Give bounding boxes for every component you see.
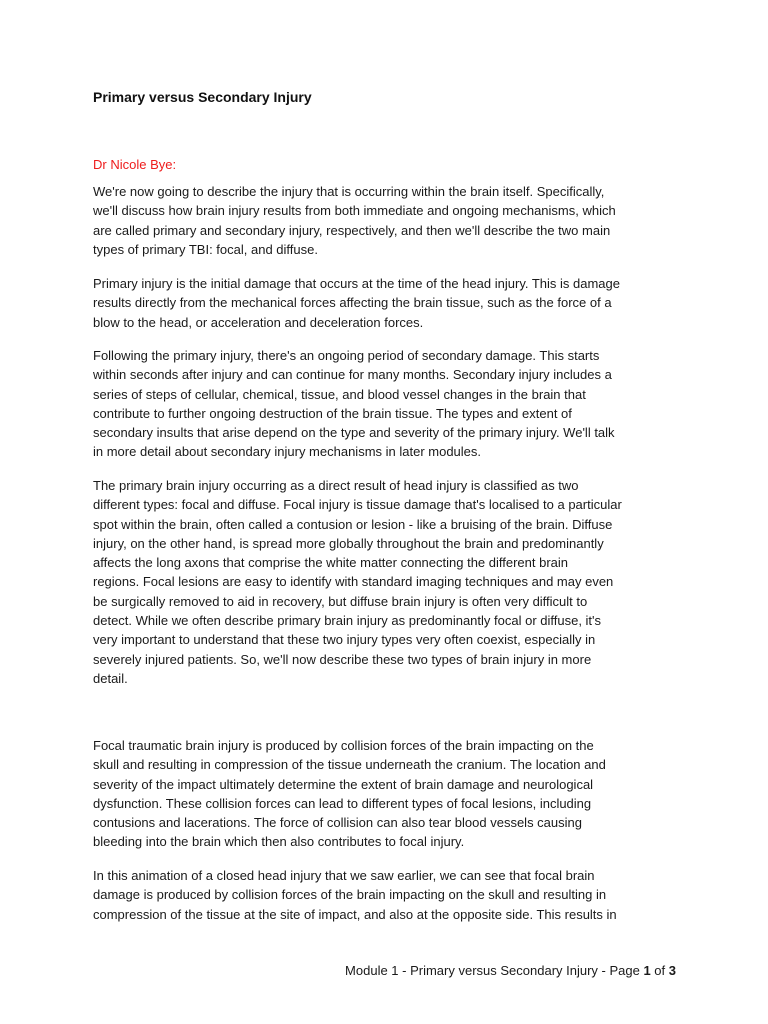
text-line: Primary injury is the initial damage that occurs at the time of the head injury. This is damage: [93, 276, 620, 291]
text-line: contusions and lacerations. The force of collision can also tear blood vessels causing: [93, 815, 582, 831]
footer-page-number: 1: [643, 963, 651, 978]
text-line: we'll discuss how brain injury results from both immediate and ongoing mechanisms, which: [93, 203, 616, 219]
text-line: series of steps of cellular, chemical, tissue, and blood vessel changes in the brain that: [93, 386, 586, 402]
text-line: be surgically removed to aid in recovery, but diffuse brain injury is often very difficult to: [93, 593, 588, 609]
text-line: In this animation of a closed head injury that we saw earlier, we can see that focal brain: [93, 868, 595, 883]
text-line: dysfunction. These collision forces can lead to different types of focal lesions, including: [93, 795, 592, 811]
paragraph-primary-injury: [93, 274, 683, 332]
text-line: Following the primary injury, there's an ongoing period of secondary damage. This starts: [93, 348, 600, 363]
text-line: We're now going to describe the injury that is occurring within the brain itself. Specifically,: [93, 184, 605, 199]
text-line: blow to the head, or acceleration and deceleration forces.: [93, 314, 424, 330]
footer-of-label: of: [650, 963, 669, 978]
paragraph-secondary-injury: [93, 346, 683, 462]
speaker-name: Dr Nicole Bye:: [93, 157, 177, 172]
paragraph-intro: [93, 182, 683, 259]
text-line: contribute to further ongoing destruction of the brain tissue. The types and extent of: [93, 405, 572, 421]
text-line: damage is produced by collision forces of the brain impacting on the skull and resulting in: [93, 887, 607, 903]
text-line: results directly from the mechanical forces affecting the brain tissue, such as the force of a: [93, 295, 612, 311]
text-line: injury, on the other hand, is spread more globally throughout the brain and predominantly: [93, 535, 604, 551]
footer-page-total: 3: [668, 963, 676, 978]
paragraph-animation: [93, 866, 683, 924]
text-line: compression of the tissue at the site of impact, and also at the opposite side. This results in: [93, 906, 617, 922]
page-footer: [345, 963, 676, 978]
text-line: different types: focal and diffuse. Focal injury is tissue damage that's localised to a particular: [93, 497, 622, 513]
text-line: skull and resulting in compression of the tissue underneath the cranium. The location and: [93, 757, 606, 773]
text-line: bleeding into the brain which then also contributes to focal injury.: [93, 834, 465, 850]
footer-module-label: Module 1 - Primary versus Secondary Injury - Page: [345, 963, 644, 978]
text-line: detail.: [93, 670, 128, 686]
text-line: Focal traumatic brain injury is produced by collision forces of the brain impacting on the: [93, 738, 594, 753]
text-line: severely injured patients. So, we'll now describe these two types of brain injury in more: [93, 651, 592, 667]
text-line: in more detail about secondary injury mechanisms in later modules.: [93, 444, 482, 460]
text-line: severity of the impact ultimately determine the extent of brain damage and neurological: [93, 776, 594, 792]
text-line: very important to understand that these two injury types very often coexist, especially in: [93, 632, 596, 648]
text-line: detect. While we often describe primary brain injury as predominantly focal or diffuse, it's: [93, 613, 602, 629]
paragraph-focal-diffuse: [93, 476, 683, 688]
document-title: Primary versus Secondary Injury: [93, 89, 312, 105]
paragraph-focal-tbi: [93, 736, 683, 852]
text-line: affects the long axons that comprise the white matter connecting the different brain: [93, 555, 569, 571]
text-line: within seconds after injury and can continue for many months. Secondary injury includes a: [93, 367, 612, 383]
text-line: regions. Focal lesions are easy to identify with standard imaging techniques and may even: [93, 574, 614, 590]
text-line: secondary insults that arise depend on the type and severity of the primary injury. We'll talk: [93, 425, 615, 441]
text-line: are called primary and secondary injury, respectively, and then we'll describe the two main: [93, 222, 611, 238]
text-line: types of primary TBI: focal, and diffuse.: [93, 241, 318, 257]
text-line: spot within the brain, often called a contusion or lesion - like a bruising of the brain. Diffuse: [93, 516, 613, 532]
text-line: The primary brain injury occurring as a direct result of head injury is classified as two: [93, 478, 579, 493]
